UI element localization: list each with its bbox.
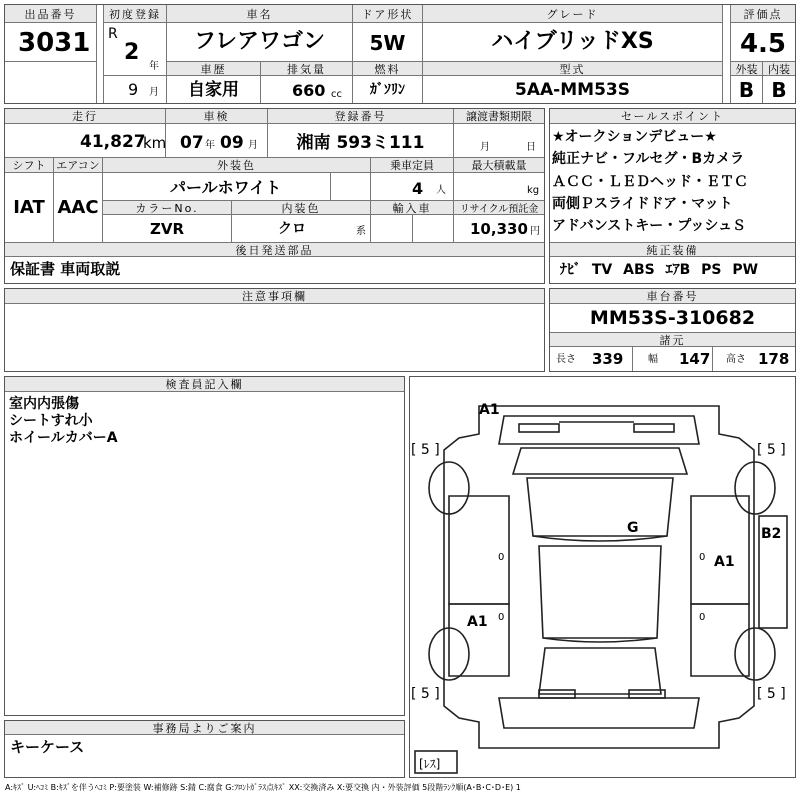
mileage-label: 走行 xyxy=(5,109,165,124)
office-text: キーケース xyxy=(10,738,85,756)
grade: ハイブリッドXS xyxy=(491,29,654,54)
height: 178 xyxy=(758,350,790,368)
sales-line: ★オークションデビュー★ xyxy=(552,129,717,145)
zero-mark: 0 xyxy=(498,552,505,563)
grade-label: グレード xyxy=(423,5,722,23)
legend: A:ｷｽﾞ U:ﾍｺﾐ B:ｷｽﾞを伴うﾍｺﾐ P:要塗装 W:補修跡 S:錆 C:腐食 G:ﾌﾛﾝﾄｶﾞﾗｽ点ｷｽﾞ XX:交換済み X:要交換 内・外装評価 5段階ﾗﾝｸ順(A･B･C･D･E) 1 xyxy=(5,783,521,792)
chassis-label: 車台番号 xyxy=(550,289,795,304)
year-unit: 年 xyxy=(149,61,159,72)
lot-label: 出品番号 xyxy=(5,5,96,23)
inspector-line: ホイールカバーA xyxy=(9,430,118,446)
model: 5AA-MM53S xyxy=(515,80,630,100)
sales-line: 両側Ｐスライドドア・マット xyxy=(552,196,733,212)
sales-line: ＡＣＣ・ＬＥＤヘッド・ＥＴＣ xyxy=(552,174,748,190)
damage-mark: A1 xyxy=(467,614,488,630)
equip-label: 純正装備 xyxy=(550,243,795,257)
notes-label: 注意事項欄 xyxy=(5,289,544,304)
history: 自家用 xyxy=(188,80,239,100)
ac-label: エアコン xyxy=(54,158,102,173)
later-label: 後日発送部品 xyxy=(5,243,544,257)
displacement: 660 xyxy=(292,81,326,100)
sales-line: アドバンストキー・プッシュＳ xyxy=(552,218,747,234)
door-label: ドア形状 xyxy=(353,5,422,23)
ext-grade: B xyxy=(738,78,755,102)
int-color-unit: 系 xyxy=(356,226,366,237)
zero-mark: 0 xyxy=(699,552,706,563)
inspect-month-unit: 月 xyxy=(248,140,258,151)
load-label: 最大積載量 xyxy=(454,158,544,173)
sales-label: セールスポイント xyxy=(550,109,795,124)
reg-month: 9 xyxy=(128,80,139,99)
transfer-day: 日 xyxy=(526,142,536,153)
equip-item: ｴｱB xyxy=(665,262,691,278)
month-unit: 月 xyxy=(149,87,159,98)
int-label: 内装 xyxy=(763,62,795,76)
name-label: 車名 xyxy=(167,5,352,23)
car-damage-diagram xyxy=(409,376,796,778)
transfer-label: 譲渡書類期限 xyxy=(454,109,544,124)
fuel: ｶﾞｿﾘﾝ xyxy=(370,82,405,98)
load-unit: kg xyxy=(527,185,540,196)
disp-unit: cc xyxy=(331,89,342,100)
tire-depth: [ 5 ] xyxy=(411,442,440,458)
mileage-unit: km xyxy=(143,134,167,152)
inspect-year-unit: 年 xyxy=(205,140,215,151)
recycle: 10,330 xyxy=(470,220,528,238)
score: 4.5 xyxy=(739,29,787,59)
len-label: 長さ xyxy=(556,354,576,365)
zero-mark: 0 xyxy=(498,612,505,623)
equip-item: ABS xyxy=(623,262,655,278)
capacity: 4 xyxy=(412,179,424,198)
inspector-line: 室内内張傷 xyxy=(9,396,79,412)
color: パールホワイト xyxy=(170,178,282,197)
equip-item: PW xyxy=(732,262,759,278)
tire-depth: [ 5 ] xyxy=(411,686,440,702)
car-name: フレアワゴン xyxy=(193,29,326,54)
damage-mark: A1 xyxy=(479,402,500,418)
damage-mark: B2 xyxy=(761,526,782,542)
plate: 湘南 593ミ111 xyxy=(296,133,425,153)
fuel-label: 燃料 xyxy=(353,62,422,76)
capacity-label: 乗車定員 xyxy=(371,158,453,173)
equip-item: TV xyxy=(591,262,613,278)
ac: AAC xyxy=(57,197,99,218)
capacity-unit: 人 xyxy=(436,185,446,196)
color-no: ZVR xyxy=(149,220,185,238)
inspector-label: 検査員記入欄 xyxy=(5,377,404,392)
sales-line: 純正ナビ・フルセグ・Bカメラ xyxy=(552,151,745,167)
zero-mark: 0 xyxy=(699,612,706,623)
era: R xyxy=(108,26,118,42)
inspect-year: 07 xyxy=(180,133,204,153)
door-type: 5W xyxy=(369,31,406,55)
width: 147 xyxy=(679,350,711,368)
equipment-list xyxy=(560,263,758,277)
transfer-month: 月 xyxy=(480,142,490,153)
mileage: 41,827 xyxy=(80,132,146,152)
model-label: 型式 xyxy=(423,62,722,76)
disp-label: 排気量 xyxy=(261,62,352,76)
shift-label: シフト xyxy=(5,158,53,173)
recycle-unit: 円 xyxy=(530,226,540,237)
score-label: 評価点 xyxy=(731,5,795,23)
wid-label: 幅 xyxy=(648,354,658,365)
tire-depth: [ 5 ] xyxy=(757,686,786,702)
import-label: 輸入車 xyxy=(371,201,453,215)
history-label: 車歴 xyxy=(167,62,260,76)
spec-label: 諸元 xyxy=(550,333,795,347)
lot-number: 3031 xyxy=(18,28,91,58)
equip-item: PS xyxy=(701,262,722,278)
length: 339 xyxy=(592,350,624,368)
plate-label: 登録番号 xyxy=(268,109,453,124)
color-no-label: カラーNo. xyxy=(103,201,231,215)
int-color: クロ xyxy=(278,221,306,237)
chassis-number: MM53S-310682 xyxy=(589,307,756,329)
equip-item: ﾅﾋﾞ xyxy=(560,262,581,278)
later-parts: 保証書 車両取説 xyxy=(10,260,121,278)
int-grade: B xyxy=(771,78,787,102)
int-color-label: 内装色 xyxy=(232,201,370,215)
color-label: 外装色 xyxy=(103,158,370,173)
spare-tire: [ﾚｽ] xyxy=(419,757,441,771)
tire-depth: [ 5 ] xyxy=(757,442,786,458)
inspect-label: 車検 xyxy=(166,109,267,124)
damage-mark: A1 xyxy=(714,554,735,570)
recycle-label: リサイクル預託金 xyxy=(454,201,544,215)
office-label: 事務局よりご案内 xyxy=(5,721,404,735)
hgt-label: 高さ xyxy=(726,354,746,365)
inspector-line: シートすれ小 xyxy=(9,413,93,429)
reg-year: 2 xyxy=(124,40,140,65)
shift: IAT xyxy=(13,197,45,218)
inspect-month: 09 xyxy=(220,133,244,153)
ext-label: 外装 xyxy=(731,62,762,76)
damage-mark: G xyxy=(627,520,639,536)
first-reg-label: 初度登録 xyxy=(104,5,166,23)
